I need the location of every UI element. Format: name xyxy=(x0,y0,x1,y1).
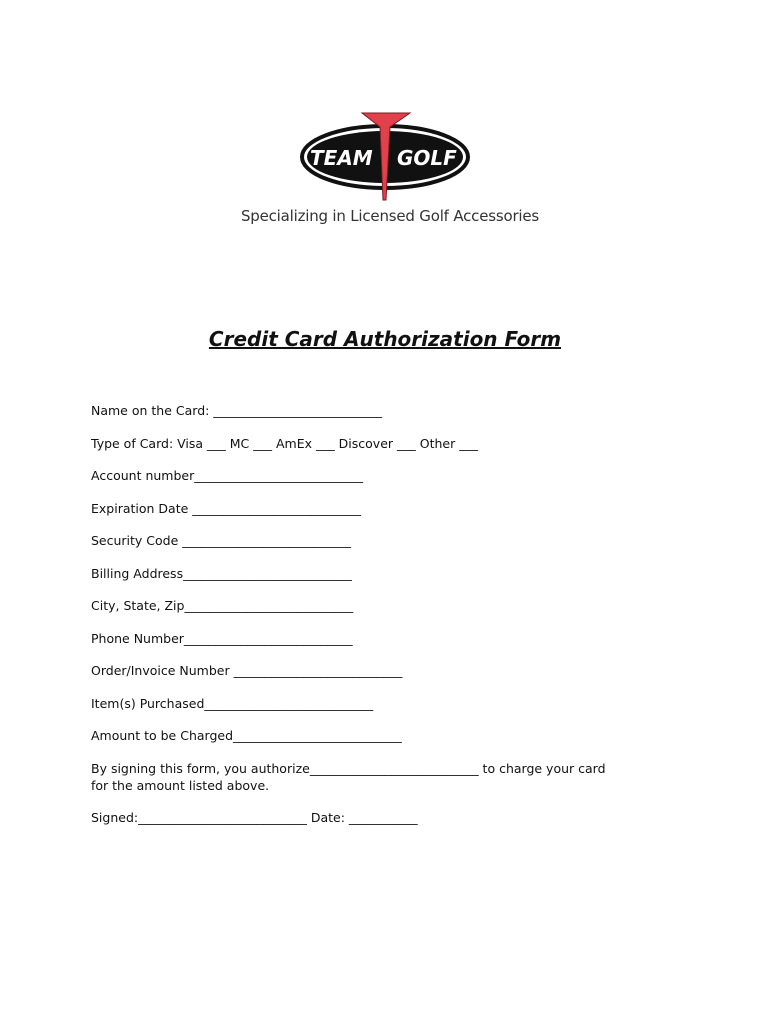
page-title: Credit Card Authorization Form xyxy=(208,327,562,351)
field-type-of-card[interactable]: Type of Card: Visa ___ MC ___ AmEx ___ Discover ___ Other ___ xyxy=(91,435,478,451)
form-fields xyxy=(91,402,691,842)
team-golf-logo-graphic xyxy=(290,105,490,205)
field-security-code[interactable]: Security Code ___________________________ xyxy=(91,533,352,548)
logo-wordmark-golf: GOLF xyxy=(397,146,457,170)
field-signed-date[interactable]: Signed:___________________________ Date: ___________ xyxy=(91,810,418,825)
field-items-purchased[interactable]: Item(s) Purchased___________________________ xyxy=(91,695,374,711)
field-phone-number[interactable]: Phone Number___________________________ xyxy=(91,630,353,646)
team-golf-logo xyxy=(230,95,550,240)
field-name-on-card[interactable]: Name on the Card: ___________________________ xyxy=(91,403,383,418)
field-account-number[interactable]: Account number___________________________ xyxy=(91,468,363,483)
logo-tagline: Specializing in Licensed Golf Accessories xyxy=(240,207,540,225)
field-billing-address[interactable]: Billing Address___________________________ xyxy=(91,565,352,581)
logo-wordmark-team: TEAM xyxy=(310,146,373,170)
field-authorization-statement[interactable]: By signing this form, you authorize___________________________ to charge your card for the amount listed above. xyxy=(91,760,606,793)
field-city-state-zip[interactable]: City, State, Zip___________________________ xyxy=(91,598,354,613)
field-order-invoice-number[interactable]: Order/Invoice Number ___________________________ xyxy=(91,663,403,678)
field-amount-to-be-charged[interactable]: Amount to be Charged___________________________ xyxy=(91,728,402,743)
field-expiration-date[interactable]: Expiration Date ___________________________ xyxy=(91,500,362,516)
